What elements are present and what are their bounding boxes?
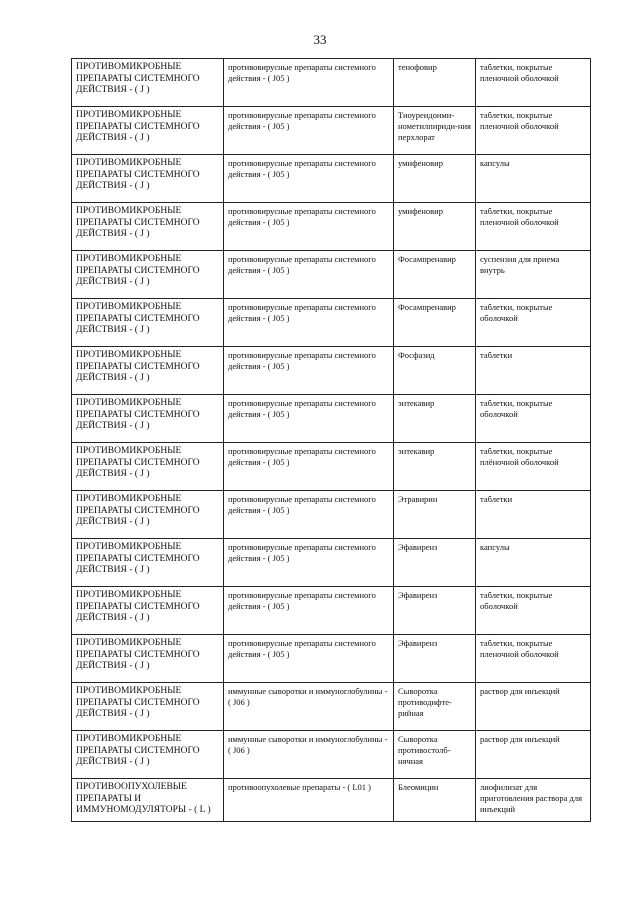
- table-row: [72, 395, 591, 443]
- group-cell: ПРОТИВОМИКРОБНЫЕ ПРЕПАРАТЫ СИСТЕМНОГО ДЕЙСТВИЯ - ( J ): [72, 731, 224, 779]
- form-cell: таблетки, покрытые пленочной оболочкой: [476, 107, 591, 155]
- drug-cell: Эфавиренз: [394, 635, 476, 683]
- drug-cell: умифеновир: [394, 203, 476, 251]
- group-cell: ПРОТИВОМИКРОБНЫЕ ПРЕПАРАТЫ СИСТЕМНОГО ДЕЙСТВИЯ - ( J ): [72, 155, 224, 203]
- subgroup-cell: противовирусные препараты системного действия - ( J05 ): [224, 155, 394, 203]
- form-cell: таблетки, покрытые пленочной оболочкой: [476, 59, 591, 107]
- drug-cell: Этравирин: [394, 491, 476, 539]
- form-cell: таблетки: [476, 347, 591, 395]
- group-cell: ПРОТИВОМИКРОБНЫЕ ПРЕПАРАТЫ СИСТЕМНОГО ДЕЙСТВИЯ - ( J ): [72, 203, 224, 251]
- drug-cell: Фосампренавир: [394, 251, 476, 299]
- drug-cell: умифеновир: [394, 155, 476, 203]
- group-cell: ПРОТИВОМИКРОБНЫЕ ПРЕПАРАТЫ СИСТЕМНОГО ДЕЙСТВИЯ - ( J ): [72, 587, 224, 635]
- form-cell: капсулы: [476, 155, 591, 203]
- group-cell: ПРОТИВОМИКРОБНЫЕ ПРЕПАРАТЫ СИСТЕМНОГО ДЕЙСТВИЯ - ( J ): [72, 251, 224, 299]
- form-cell: раствор для инъекций: [476, 731, 591, 779]
- drug-cell: Тиоуреидоими-нометилпириди-ния перхлорат: [394, 107, 476, 155]
- subgroup-cell: противовирусные препараты системного действия - ( J05 ): [224, 107, 394, 155]
- form-cell: таблетки: [476, 491, 591, 539]
- table-row: [72, 251, 591, 299]
- subgroup-cell: противоопухолевые препараты - ( L01 ): [224, 779, 394, 822]
- group-cell: ПРОТИВООПУХОЛЕВЫЕ ПРЕПАРАТЫ И ИММУНОМОДУЛЯТОРЫ - ( L ): [72, 779, 224, 822]
- table-row: [72, 635, 591, 683]
- table-row: [72, 731, 591, 779]
- group-cell: ПРОТИВОМИКРОБНЫЕ ПРЕПАРАТЫ СИСТЕМНОГО ДЕЙСТВИЯ - ( J ): [72, 59, 224, 107]
- group-cell: ПРОТИВОМИКРОБНЫЕ ПРЕПАРАТЫ СИСТЕМНОГО ДЕЙСТВИЯ - ( J ): [72, 299, 224, 347]
- drug-cell: Фосфазид: [394, 347, 476, 395]
- drug-cell: Фосампренавир: [394, 299, 476, 347]
- table-row: [72, 59, 591, 107]
- subgroup-cell: противовирусные препараты системного действия - ( J05 ): [224, 251, 394, 299]
- form-cell: раствор для инъекций: [476, 683, 591, 731]
- drug-cell: тенофовир: [394, 59, 476, 107]
- form-cell: таблетки, покрытые пленочной оболочкой: [476, 203, 591, 251]
- subgroup-cell: противовирусные препараты системного действия - ( J05 ): [224, 299, 394, 347]
- form-cell: таблетки, покрытые оболочкой: [476, 299, 591, 347]
- table-row: [72, 347, 591, 395]
- form-cell: таблетки, покрытые оболочкой: [476, 395, 591, 443]
- group-cell: ПРОТИВОМИКРОБНЫЕ ПРЕПАРАТЫ СИСТЕМНОГО ДЕЙСТВИЯ - ( J ): [72, 539, 224, 587]
- drug-cell: Эфавиренз: [394, 539, 476, 587]
- form-cell: таблетки, покрытые оболочкой: [476, 587, 591, 635]
- table-row: [72, 107, 591, 155]
- subgroup-cell: противовирусные препараты системного действия - ( J05 ): [224, 491, 394, 539]
- drug-cell: Эфавиренз: [394, 587, 476, 635]
- group-cell: ПРОТИВОМИКРОБНЫЕ ПРЕПАРАТЫ СИСТЕМНОГО ДЕЙСТВИЯ - ( J ): [72, 491, 224, 539]
- table-row: [72, 539, 591, 587]
- table-row: [72, 491, 591, 539]
- group-cell: ПРОТИВОМИКРОБНЫЕ ПРЕПАРАТЫ СИСТЕМНОГО ДЕЙСТВИЯ - ( J ): [72, 635, 224, 683]
- subgroup-cell: иммунные сыворотки и иммуноглобулины - ( J06 ): [224, 683, 394, 731]
- form-cell: таблетки, покрытые плёночной оболочкой: [476, 443, 591, 491]
- subgroup-cell: иммунные сыворотки и иммуноглобулины - ( J06 ): [224, 731, 394, 779]
- table-row: [72, 299, 591, 347]
- subgroup-cell: противовирусные препараты системного действия - ( J05 ): [224, 59, 394, 107]
- drug-cell: энтекавир: [394, 443, 476, 491]
- drug-cell: Сыворотка противостолб-нячная: [394, 731, 476, 779]
- form-cell: суспензия для приема внутрь: [476, 251, 591, 299]
- subgroup-cell: противовирусные препараты системного действия - ( J05 ): [224, 539, 394, 587]
- drug-cell: Сыворотка противодифте-рийная: [394, 683, 476, 731]
- form-cell: таблетки, покрытые пленочной оболочкой: [476, 635, 591, 683]
- group-cell: ПРОТИВОМИКРОБНЫЕ ПРЕПАРАТЫ СИСТЕМНОГО ДЕЙСТВИЯ - ( J ): [72, 395, 224, 443]
- subgroup-cell: противовирусные препараты системного действия - ( J05 ): [224, 395, 394, 443]
- table-row: [72, 203, 591, 251]
- table-row: [72, 779, 591, 822]
- subgroup-cell: противовирусные препараты системного действия - ( J05 ): [224, 587, 394, 635]
- drug-cell: Блеомицин: [394, 779, 476, 822]
- table-row: [72, 155, 591, 203]
- drug-cell: энтекавир: [394, 395, 476, 443]
- table-row: [72, 587, 591, 635]
- group-cell: ПРОТИВОМИКРОБНЫЕ ПРЕПАРАТЫ СИСТЕМНОГО ДЕЙСТВИЯ - ( J ): [72, 107, 224, 155]
- subgroup-cell: противовирусные препараты системного действия - ( J05 ): [224, 347, 394, 395]
- table-row: [72, 443, 591, 491]
- subgroup-cell: противовирусные препараты системного действия - ( J05 ): [224, 443, 394, 491]
- subgroup-cell: противовирусные препараты системного действия - ( J05 ): [224, 203, 394, 251]
- subgroup-cell: противовирусные препараты системного действия - ( J05 ): [224, 635, 394, 683]
- drug-table: [71, 58, 591, 822]
- page-number: 33: [313, 32, 327, 47]
- group-cell: ПРОТИВОМИКРОБНЫЕ ПРЕПАРАТЫ СИСТЕМНОГО ДЕЙСТВИЯ - ( J ): [72, 443, 224, 491]
- table-row: [72, 683, 591, 731]
- group-cell: ПРОТИВОМИКРОБНЫЕ ПРЕПАРАТЫ СИСТЕМНОГО ДЕЙСТВИЯ - ( J ): [72, 347, 224, 395]
- group-cell: ПРОТИВОМИКРОБНЫЕ ПРЕПАРАТЫ СИСТЕМНОГО ДЕЙСТВИЯ - ( J ): [72, 683, 224, 731]
- form-cell: капсулы: [476, 539, 591, 587]
- drug-table-body: [72, 59, 591, 822]
- form-cell: лиофилизат для приготовления раствора для инъекций: [476, 779, 591, 822]
